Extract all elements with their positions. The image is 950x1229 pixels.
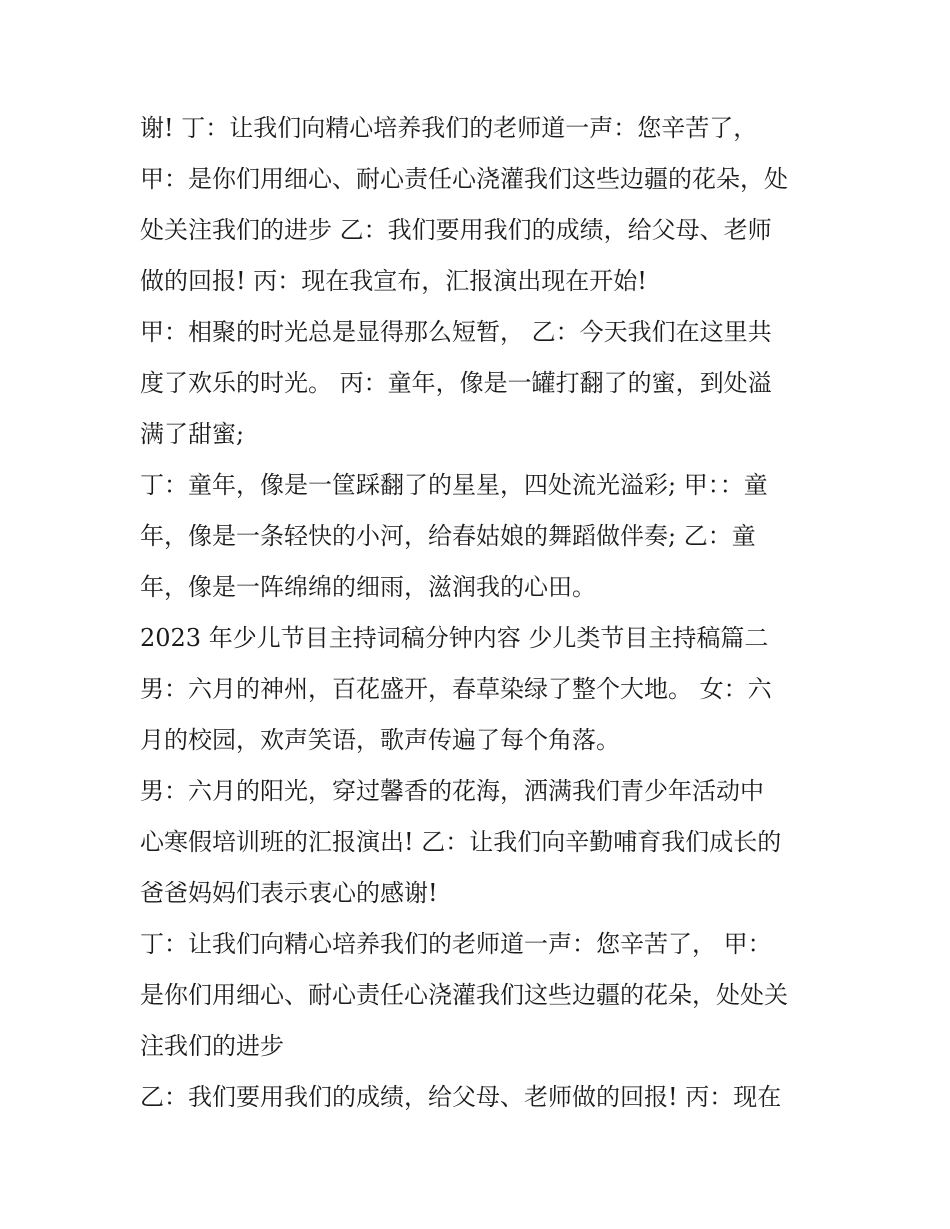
- section-heading: 2023 年少儿节目主持词稿分钟内容 少儿类节目主持稿篇二: [140, 624, 769, 652]
- text-line: 甲：是你们用细心、耐心责任心浇灌我们这些边疆的花朵，处: [140, 165, 788, 193]
- text-line: 丁：让我们向精心培养我们的老师道一声：您辛苦了， 甲：: [140, 930, 772, 958]
- text-line: 丁：童年，像是一筐踩翻了的星星，四处流光溢彩; 甲：：童: [140, 471, 768, 499]
- text-line: 爸爸妈妈们表示衷心的感谢!: [140, 879, 438, 907]
- text-line: 年，像是一条轻快的小河，给春姑娘的舞蹈做伴奏; 乙：童: [140, 522, 756, 550]
- text-line: 做的回报! 丙：现在我宣布，汇报演出现在开始!: [140, 267, 647, 295]
- text-line: 月的校园，欢声笑语，歌声传遍了每个角落。: [140, 726, 620, 754]
- text-line: 甲：相聚的时光总是显得那么短暂， 乙：今天我们在这里共: [140, 318, 772, 346]
- text-line: 注我们的进步: [140, 1032, 284, 1060]
- document-body: [140, 103, 830, 1123]
- text-line: 男：六月的阳光，穿过馨香的花海，洒满我们青少年活动中: [140, 777, 764, 805]
- text-line: 满了甜蜜;: [140, 420, 245, 448]
- text-line: 年，像是一阵绵绵的细雨，滋润我的心田。: [140, 573, 596, 601]
- text-line: 处关注我们的进步 乙：我们要用我们的成绩，给父母、老师: [140, 216, 772, 244]
- text-line: 度了欢乐的时光。 丙：童年，像是一罐打翻了的蜜，到处溢: [140, 369, 772, 397]
- text-line: 谢! 丁：让我们向精心培养我们的老师道一声：您辛苦了，: [140, 114, 758, 142]
- text-line: 乙：我们要用我们的成绩，给父母、老师做的回报! 丙：现在: [140, 1083, 782, 1111]
- text-line: 男：六月的神州，百花盛开，春草染绿了整个大地。 女：六: [140, 675, 772, 703]
- text-line: 是你们用细心、耐心责任心浇灌我们这些边疆的花朵，处处关: [140, 981, 788, 1009]
- text-line: 心寒假培训班的汇报演出! 乙：让我们向辛勤哺育我们成长的: [140, 828, 782, 856]
